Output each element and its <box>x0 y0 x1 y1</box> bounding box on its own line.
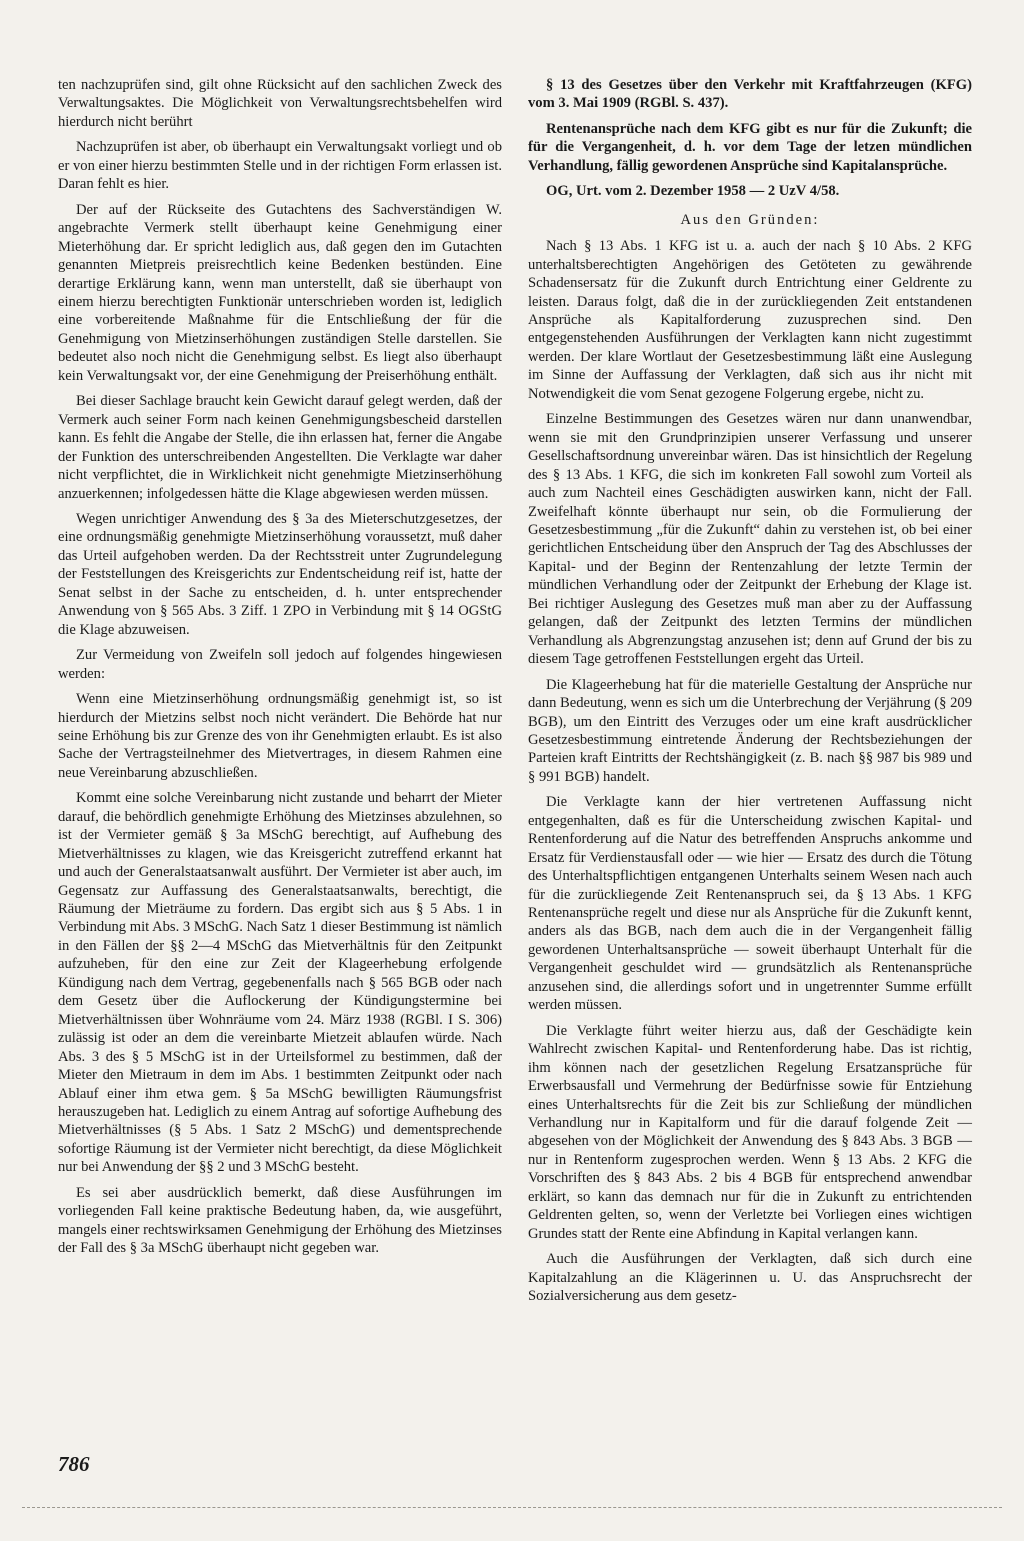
paragraph: Nachzuprüfen ist aber, ob überhaupt ein Verwaltungsakt vorliegt und ob er von einer hierzu bestimmten Stelle und in der richtigen Form erlassen ist. Daran fehlt es hier. <box>58 139 502 193</box>
paragraph: Bei dieser Sachlage braucht kein Gewicht darauf gelegt werden, daß der Vermerk auch seiner Form nach keinen Genehmigungsbescheid darstellen kann. Es fehlt die Angabe der Stelle, die ihn erlassen hat, ferner die Angabe der Funktion des unterschreibenden Angestellten. Die Verklagte war daher nicht verpflichtet, die in Wirklichkeit nicht genehmigte Mietzinserhöhung anzuerkennen; infolgedessen hätte die Klage abgewiesen werden müssen. <box>58 393 502 502</box>
right-column <box>528 76 972 1313</box>
page-number: 786 <box>58 1452 90 1476</box>
section-heading: Aus den Gründen: <box>680 211 820 228</box>
paragraph: ten nachzuprüfen sind, gilt ohne Rücksicht auf den sachlichen Zweck des Verwaltungsaktes. Die Möglichkeit von Verwaltungsrechtsbehelfen wird hierdurch nicht berührt <box>58 77 502 130</box>
paragraph: Wegen unrichtiger Anwendung des § 3a des Mieterschutzgesetzes, der eine ordnungsmäßig genehmigte Mietzinserhöhung voraussetzt, muß daher das Urteil aufgehoben werden. Da der Rechtsstreit unter Zugrundelegung der Feststellungen des Kreisgerichts zur Endentscheidung reif ist, hatte der Senat selbst in der Sache zu entscheiden, d. h. unter entsprechender Anwendung von § 565 Abs. 3 Ziff. 1 ZPO in Verbindung mit § 14 OGStG die Klage abzuweisen. <box>58 510 502 638</box>
paragraph: Auch die Ausführungen der Verklagten, daß sich durch eine Kapitalzahlung an die Klägerinnen u. U. das Anspruchsrecht der Sozialversicherung aus dem gesetz- <box>528 1251 972 1305</box>
paragraph: Die Klageerhebung hat für die materielle Gestaltung der Ansprüche nur dann Bedeutung, wenn es sich um die Unterbrechung der Verjährung (§ 209 BGB), um den Eintritt des Verzuges oder um eine kraft ausdrücklicher Gesetzesbestimmung eintretende Änderung der Rechtsbeziehungen der Parteien kraft Eintritts der Rechtshängigkeit (z. B. nach §§ 987 bis 989 und § 991 BGB) handelt. <box>528 676 972 785</box>
paragraph: Es sei aber ausdrücklich bemerkt, daß diese Ausführungen im vorliegenden Fall keine praktische Bedeutung haben, da, wie ausgeführt, mangels einer rechtswirksamen Genehmigung der Erhöhung des Mietzinses der Fall des § 3a MSchG überhaupt nicht gegeben war. <box>58 1184 502 1257</box>
paragraph: Die Verklagte kann der hier vertretenen Auffassung nicht entgegenhalten, daß es für die Unterscheidung zwischen Kapital- und Rentenforderung auf die Natur des betreffenden Anspruchs ankomme und Ersatz für Verdienstausfall oder — wie hier — Ersatz des durch die Tötung des Unterhaltspflichtigen entgangenen Unterhalts seinem Wesen nach auch für die zurückliegende Zeit Rentenanspruch sei, da § 13 Abs. 1 KFG Rentenansprüche regelt und diese nur als Ansprüche für die Zukunft kennt, anders als das BGB, nach dem auch die in der Vergangenheit fällig gewordenen Unterhaltsansprüche — soweit überhaupt Unterhalt für die Vergangenheit geschuldet wird — grundsätzlich als Rentenansprüche anzusehen sind, die allerdings sofort und in ungetrennter Summe erfüllt werden müssen. <box>528 794 972 1014</box>
bottom-rule <box>22 1507 1002 1508</box>
headnote-summary: Rentenansprüche nach dem KFG gibt es nur für die Zukunft; die für die Vergangenheit, d. h. vor dem Tage der letzen mündlichen Verhandlung, fällig gewordenen Ansprüche sind Kapitalansprüche. <box>528 120 972 174</box>
left-column <box>58 76 502 1265</box>
paragraph: Nach § 13 Abs. 1 KFG ist u. a. auch der nach § 10 Abs. 2 KFG unterhaltsberechtigten Angehörigen des Getöteten zu gewährende Schadensersatz für die Zukunft durch Entrichtung einer Geldrente zu leisten. Daraus folgt, daß die in der zurückliegenden Zeit entstandenen Ansprüche als Kapitalforderung zuzusprechen sind. Den entgegenstehenden Ausführungen der Verklagten kann nicht zugestimmt werden. Der klare Wortlaut der Gesetzesbestimmung läßt eine Auslegung im Sinne der Auffassung der Verklagten, daß sich aus ihr nicht mit Notwendigkeit die vom Senat gezogene Folgerung ergebe, nicht zu. <box>528 238 972 402</box>
paragraph: Zur Vermeidung von Zweifeln soll jedoch auf folgendes hingewiesen werden: <box>58 647 502 682</box>
paragraph: Kommt eine solche Vereinbarung nicht zustande und beharrt der Mieter darauf, die behördlich genehmigte Erhöhung des Mietzinses abzulehnen, so ist der Vermieter gemäß § 3a MSchG berechtigt, auf Aufhebung des Mietverhältnisses zu klagen, wie das Kreisgericht zutreffend erkannt hat und auch der Generalstaatsanwalt ausführt. Der Vermieter ist aber auch, im Gegensatz zur Auffassung des Generalstaatsanwalts, berechtigt, die Räumung der Mieträume zu fordern. Das ergibt sich aus § 5 Abs. 1 in Verbindung mit Abs. 3 MSchG. Nach Satz 1 dieser Bestimmung ist nämlich in den Fällen der §§ 2—4 MSchG das Mietverhältnis für den Zeitpunkt aufzuheben, für den eine zur Zeit der Klageerhebung erfolgende Kündigung nach dem Vertrag, gegebenenfalls nach § 565 BGB oder nach dem Gesetz über die Auflockerung der Kündigungstermine bei Mietverhältnissen über Wohnräume vom 24. März 1938 (RGBl. I S. 306) zulässig ist oder an dem die vereinbarte Mietzeit ablaufen würde. Nach Abs. 3 des § 5 MSchG ist in der Urteilsformel zu bestimmen, daß der Mieter den Mietraum in dem im Abs. 1 bestimmten Zeitpunkt oder nach Ablauf einer ihm etwa gem. § 5a MSchG bewilligten Räumungsfrist herauszugeben hat. Lediglich zu einem Antrag auf sofortige Aufhebung des Mietverhältnisses (§ 5 Abs. 1 Satz 2 MSchG) und dementsprechende sofortige Räumung ist der Vermieter nicht berechtigt, da diese Möglichkeit nur bei Anwendung der §§ 2 und 3 MSchG besteht. <box>58 790 502 1176</box>
headnote-statute: § 13 des Gesetzes über den Verkehr mit Kraftfahrzeugen (KFG) vom 3. Mai 1909 (RGBl. S. 437). <box>528 77 972 112</box>
headnote-citation: OG, Urt. vom 2. Dezember 1958 — 2 UzV 4/58. <box>546 183 840 200</box>
paragraph: Einzelne Bestimmungen des Gesetzes wären nur dann unanwendbar, wenn sie mit den Grundprinzipien unserer Verfassung und unserer Gesellschaftsordnung unvereinbar wären. Das ist hinsichtlich der Regelung des § 13 Abs. 1 KFG, die sich im konkreten Fall sowohl zum Vorteil als auch zum Nachteil eines Geschädigten auswirken kann, nicht der Fall. Zweifelhaft könnte überhaupt nur sein, ob die Formulierung der Gesetzesbestimmung „für die Zukunft“ dahin zu verstehen ist, ob bei einer gerichtlichen Entscheidung über den Anspruch der Tag des Abschlusses der Kapital- und der Beginn der Rentenzahlung der letzte Termin der mündlichen Verhandlung oder der Zeitpunkt der Erhebung der Klage ist. Bei richtiger Auslegung des Gesetzes muß man aber zu der Auffassung gelangen, daß der Zeitpunkt des letzten Termins der mündlichen Verhandlung als Abgrenzungstag anzusehen ist; denn auf Grund der bis zu diesem Tage getroffenen Feststellungen ergeht das Urteil. <box>528 411 972 668</box>
paragraph: Der auf der Rückseite des Gutachtens des Sachverständigen W. angebrachte Vermerk stellt überhaupt keine Genehmigung einer Mieterhöhung dar. Er spricht lediglich aus, daß gegen den im Gutachten genannten Mietpreis preisrechtlich keine Bedenken bestünden. Eine derartige Erklärung kann, wenn man unterstellt, daß sie überhaupt von einem hierzu berechtigten Funktionär unterschrieben worden ist, lediglich eine vorbereitende Maßnahme für die Entschließung der für die Genehmigung von Mietzinserhöhungen zuständigen Stelle darstellen. Sie bedeutet also noch nicht die Genehmigung selbst. Es liegt also überhaupt kein Verwaltungsakt vor, der eine Genehmigung der Preiserhöhung enthält. <box>58 201 502 384</box>
paragraph: Wenn eine Mietzinserhöhung ordnungsmäßig genehmigt ist, so ist hierdurch der Mietzins selbst noch nicht verändert. Die Behörde hat nur seine Erhöhung bis zur Grenze des von ihr Genehmigten erlaubt. Es ist also Sache der Vertragsteilnehmer des Mietvertrages, in diesem Rahmen eine neue Vereinbarung abzuschließen. <box>58 691 502 781</box>
paragraph: Die Verklagte führt weiter hierzu aus, daß der Geschädigte kein Wahlrecht zwischen Kapital- und Rentenforderung habe. Das ist richtig, ihm können nach der gesetzlichen Regelung Ersatzansprüche für Erwerbsausfall und Vermehrung der Bedürfnisse sowie für Entziehung eines Unterhaltsrechts für die Zeit bis zur Schließung der mündlichen Verhandlung nur in Kapitalform und für die darauf folgende Zeit — abgesehen von der Möglichkeit der Anwendung des § 843 Abs. 3 BGB — nur in Rentenform zugesprochen werden. Wenn § 13 Abs. 2 KFG die Vorschriften des § 843 Abs. 2 bis 4 BGB für entsprechend anwendbar erklärt, so kann das demnach nur für die in Zukunft zu entrichtenden Geldrenten gelten, so, wenn der Verletzte bei Vorliegen eines wichtigen Grundes statt der Rente eine Abfindung in Kapital verlangen kann. <box>528 1022 972 1242</box>
